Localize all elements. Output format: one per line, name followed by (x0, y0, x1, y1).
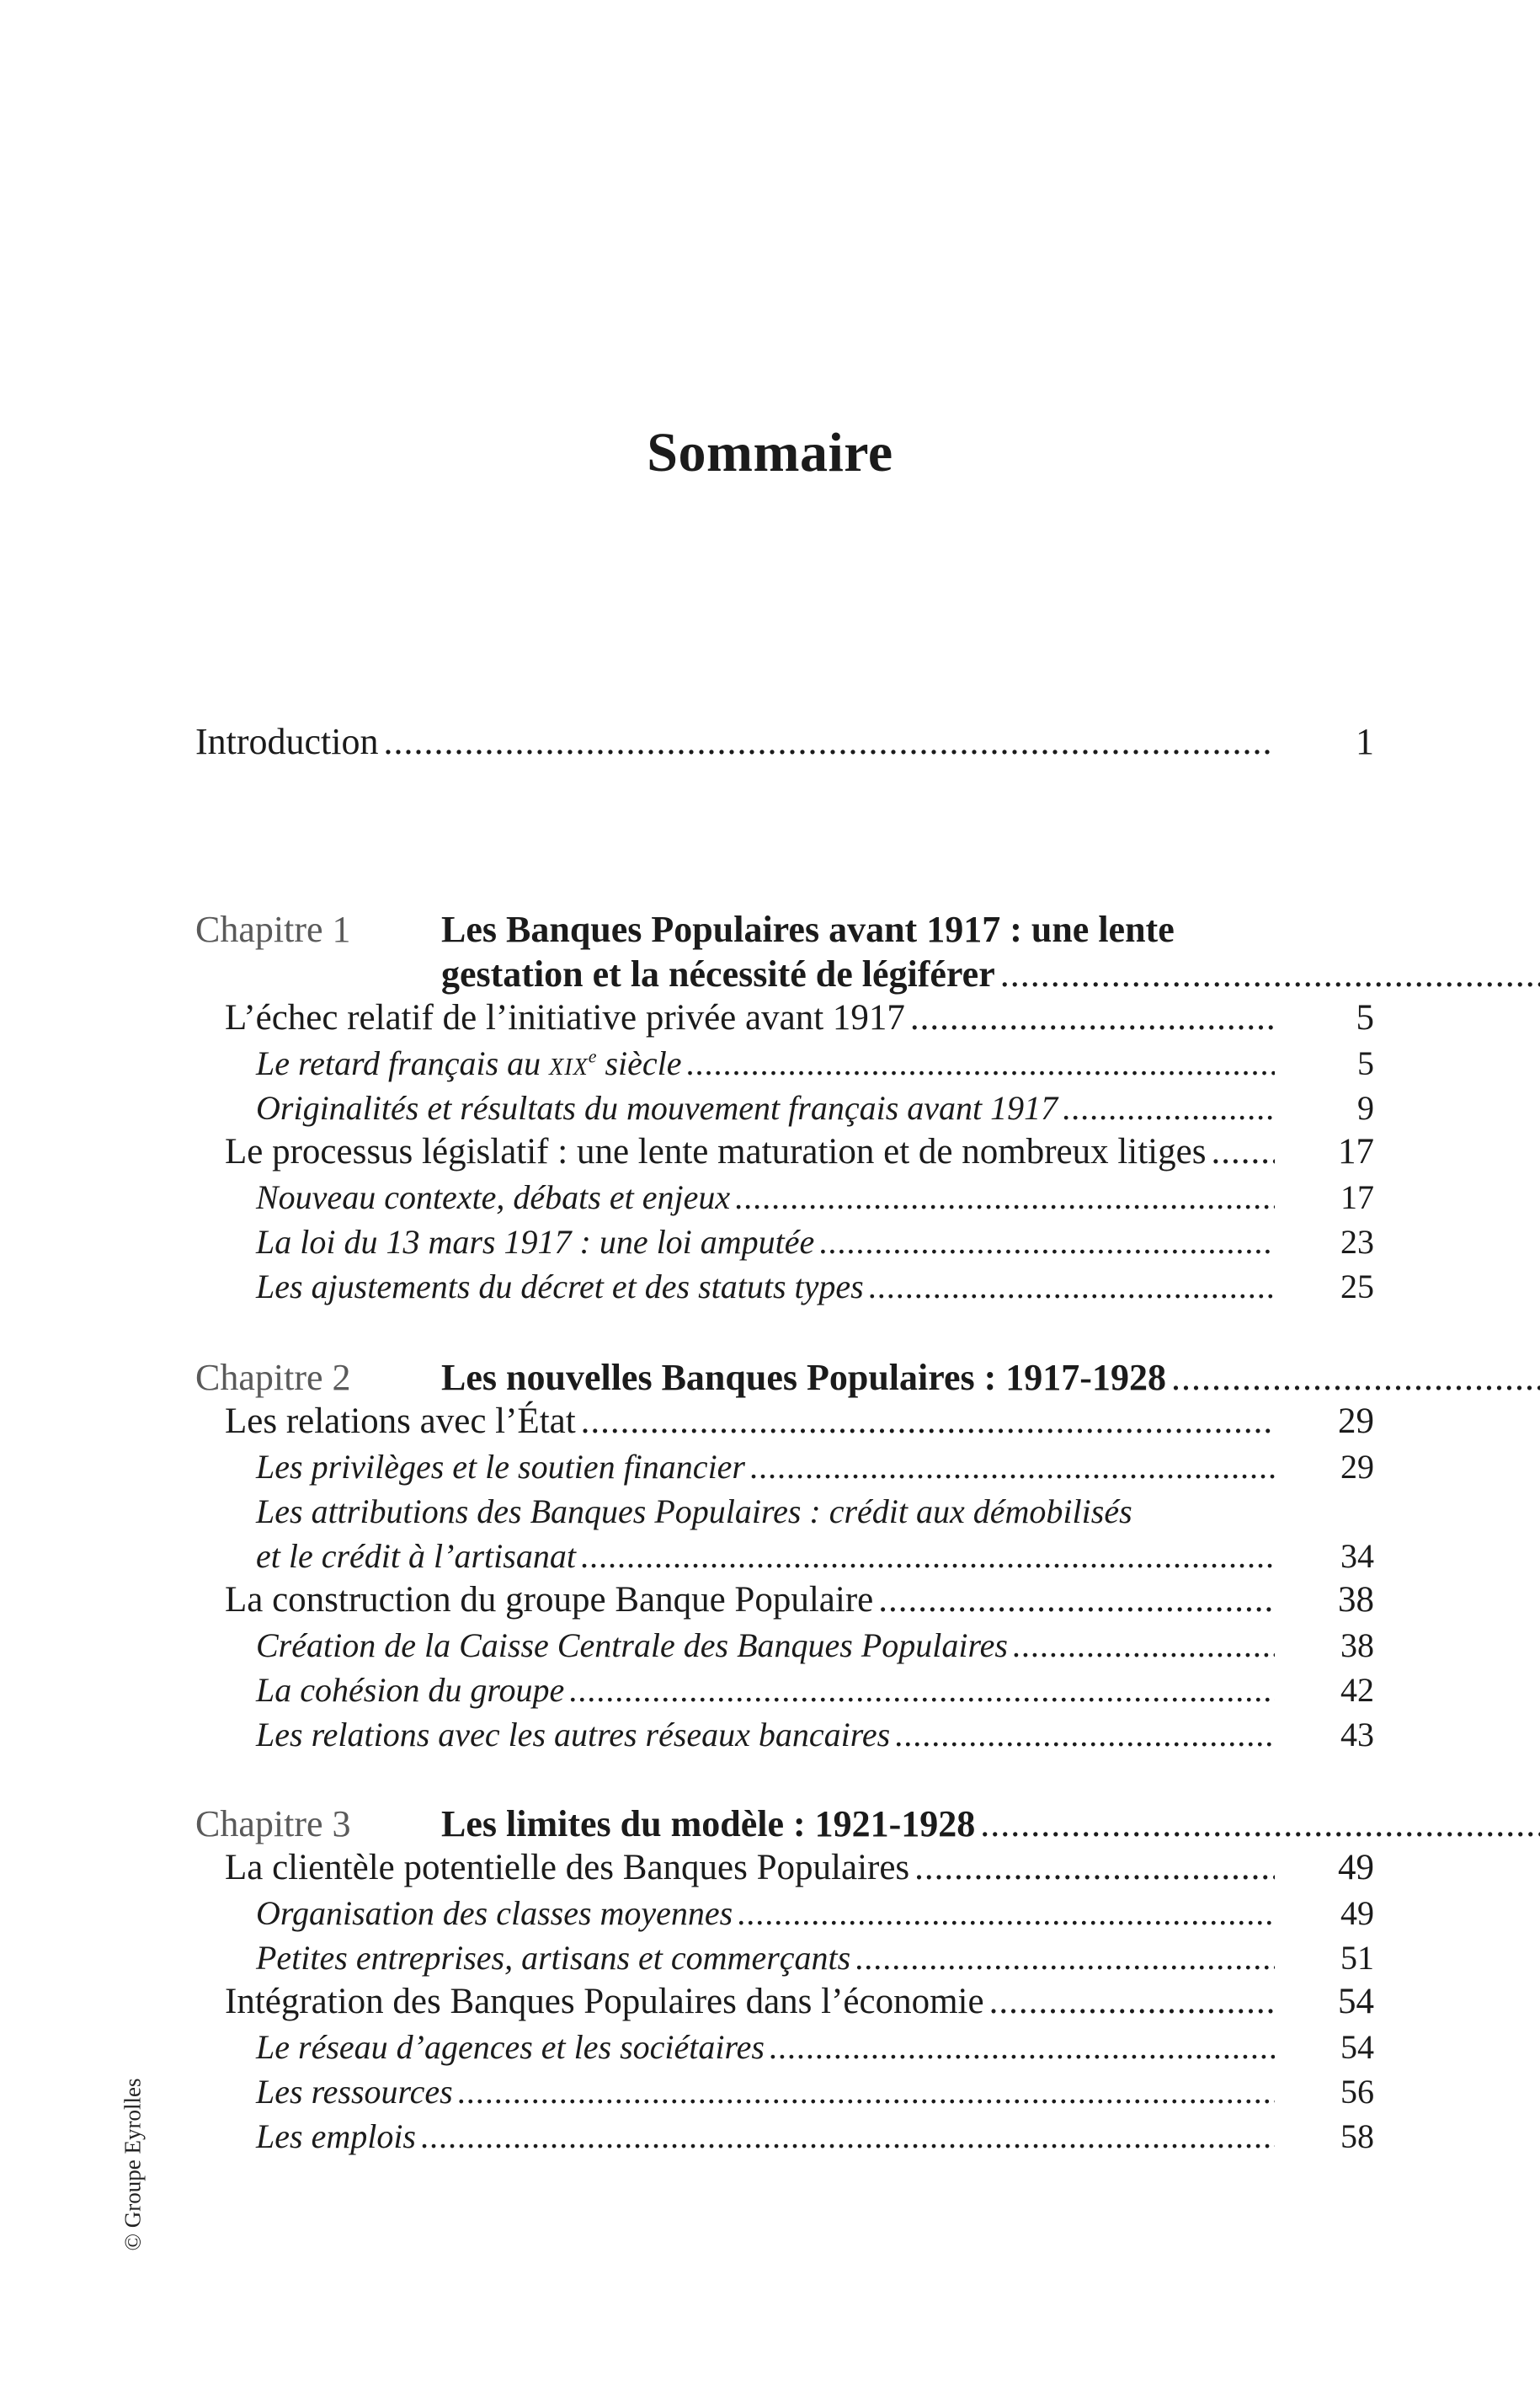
chapter-heading (195, 908, 1374, 996)
leader-dots (869, 1267, 1275, 1306)
toc-entry (195, 720, 1374, 763)
section-label: L’échec relatif de l’initiative privée avant 1917 (225, 998, 905, 1038)
chapter-title-line1: Les Banques Populaires avant 1917 : une lente (441, 909, 1175, 950)
page-number: 54 (1338, 1982, 1374, 2021)
leader-dots (687, 1044, 1275, 1083)
page-number: 38 (1338, 1580, 1374, 1620)
page-number: 9 (1357, 1089, 1374, 1127)
subsection-entry (195, 2116, 1374, 2156)
subsection-label-line2: et le crédit à l’artisanat (256, 1537, 576, 1575)
subsection-entry (195, 1625, 1374, 1665)
page-number: 17 (1340, 1178, 1374, 1216)
section-label: La construction du groupe Banque Populaire (225, 1580, 874, 1620)
page-number: 34 (1340, 1537, 1374, 1575)
entry-label: Introduction (195, 721, 379, 762)
section-label: Intégration des Banques Populaires dans l’économie (225, 1982, 984, 2021)
copyright-notice: © Groupe Eyrolles (120, 2078, 146, 2251)
subsection-entry (195, 1447, 1374, 1487)
toc-chapter-3 (195, 1802, 1374, 2156)
toc-chapter-1 (195, 908, 1374, 1306)
subsection-entry (195, 2027, 1374, 2067)
chapter-heading (195, 1356, 1374, 1399)
subsection-label: La cohésion du groupe (256, 1671, 565, 1709)
leader-dots (895, 1715, 1275, 1754)
chapter-title-line2: gestation et la nécessité de légiférer (441, 953, 995, 995)
page-number: 51 (1340, 1939, 1374, 1977)
subsection-label: Nouveau contexte, débats et enjeux (256, 1178, 731, 1216)
page-title: Sommaire (647, 422, 893, 483)
leader-dots (581, 1401, 1275, 1442)
page-number: 23 (1340, 1223, 1374, 1261)
leader-dots (421, 2116, 1275, 2156)
page-number: 5 (1356, 998, 1374, 1038)
leader-dots (989, 1981, 1275, 2022)
page-number: 38 (1340, 1626, 1374, 1664)
page-number: 54 (1340, 2028, 1374, 2066)
subsection-label: Petites entreprises, artisans et commerçants (256, 1939, 851, 1977)
section-entry (195, 1847, 1374, 1888)
leader-dots (581, 1536, 1275, 1576)
subsection-entry (195, 1715, 1374, 1754)
subsection-entry (195, 1267, 1374, 1306)
subsection-label: Les ajustements du décret et des statuts types (256, 1268, 864, 1305)
leader-dots (1211, 1131, 1275, 1172)
page-number: 42 (1340, 1671, 1374, 1709)
subsection-label: Le réseau d’agences et les sociétaires (256, 2028, 765, 2066)
section-entry (195, 1981, 1374, 2022)
leader-dots (910, 997, 1275, 1038)
leader-dots (855, 1938, 1275, 1978)
section-label: Le processus législatif : une lente maturation et de nombreux litiges (225, 1132, 1207, 1172)
subsection-entry (195, 1670, 1374, 1710)
page-number: 5 (1357, 1044, 1374, 1082)
page-number: 29 (1338, 1401, 1374, 1441)
leader-dots (980, 1802, 1540, 1845)
leader-dots (750, 1447, 1275, 1487)
chapter-heading (195, 1802, 1374, 1845)
subsection-label: Originalités et résultats du mouvement français avant 1917 (256, 1089, 1058, 1127)
chapter-number: Chapitre 1 (195, 909, 351, 950)
leader-dots (458, 2072, 1275, 2111)
section-entry (195, 997, 1374, 1038)
leader-dots (914, 1847, 1275, 1888)
leader-dots (569, 1670, 1275, 1710)
page-number: 17 (1338, 1132, 1374, 1172)
leader-dots (384, 720, 1275, 763)
leader-dots (878, 1579, 1275, 1620)
subsection-label: La loi du 13 mars 1917 : une loi amputée (256, 1223, 815, 1261)
subsection-label: Le retard français au XIXe siècle (256, 1044, 682, 1082)
subsection-label: Création de la Caisse Centrale des Banques Populaires (256, 1626, 1008, 1664)
leader-dots (770, 2027, 1275, 2067)
toc-chapter-2 (195, 1356, 1374, 1754)
page-number: 58 (1340, 2117, 1374, 2155)
subsection-label: Les emplois (256, 2117, 416, 2155)
page-number: 43 (1340, 1716, 1374, 1753)
subsection-entry (195, 1222, 1374, 1262)
leader-dots (1000, 953, 1540, 996)
subsection-label: Organisation des classes moyennes (256, 1894, 733, 1932)
leader-dots (1063, 1088, 1275, 1128)
subsection-entry (195, 2072, 1374, 2111)
subsection-label: Les privilèges et le soutien financier (256, 1448, 745, 1486)
subsection-entry (195, 1177, 1374, 1217)
section-label: Les relations avec l’État (225, 1401, 576, 1441)
subsection-entry (195, 1536, 1374, 1576)
section-entry (195, 1401, 1374, 1442)
page-number: 56 (1340, 2073, 1374, 2111)
section-entry (195, 1131, 1374, 1172)
subsection-label-line1: Les attributions des Banques Populaires : crédit aux démobilisés (256, 1492, 1132, 1530)
chapter-number: Chapitre 3 (195, 1803, 351, 1844)
leader-dots (1013, 1625, 1275, 1665)
toc-introduction (195, 720, 1374, 763)
chapter-title: Les limites du modèle : 1921-1928 (441, 1803, 976, 1844)
subsection-label: Les ressources (256, 2073, 453, 2111)
leader-dots (819, 1222, 1275, 1262)
subsection-entry (195, 1938, 1374, 1978)
page-number: 25 (1340, 1268, 1374, 1305)
subsection-entry (195, 1088, 1374, 1128)
leader-dots (738, 1893, 1275, 1933)
chapter-number: Chapitre 2 (195, 1357, 351, 1398)
page-number: 1 (1356, 721, 1374, 762)
page-number: 29 (1340, 1448, 1374, 1486)
subsection-entry (195, 1044, 1374, 1083)
chapter-title: Les nouvelles Banques Populaires : 1917-1928 (441, 1357, 1166, 1398)
page-number: 49 (1340, 1894, 1374, 1932)
subsection-label: Les relations avec les autres réseaux bancaires (256, 1716, 891, 1753)
subsection-entry (195, 1893, 1374, 1933)
leader-dots (1171, 1356, 1540, 1399)
section-label: La clientèle potentielle des Banques Populaires (225, 1848, 910, 1887)
section-entry (195, 1579, 1374, 1620)
page-number: 49 (1338, 1848, 1374, 1887)
leader-dots (735, 1177, 1275, 1217)
